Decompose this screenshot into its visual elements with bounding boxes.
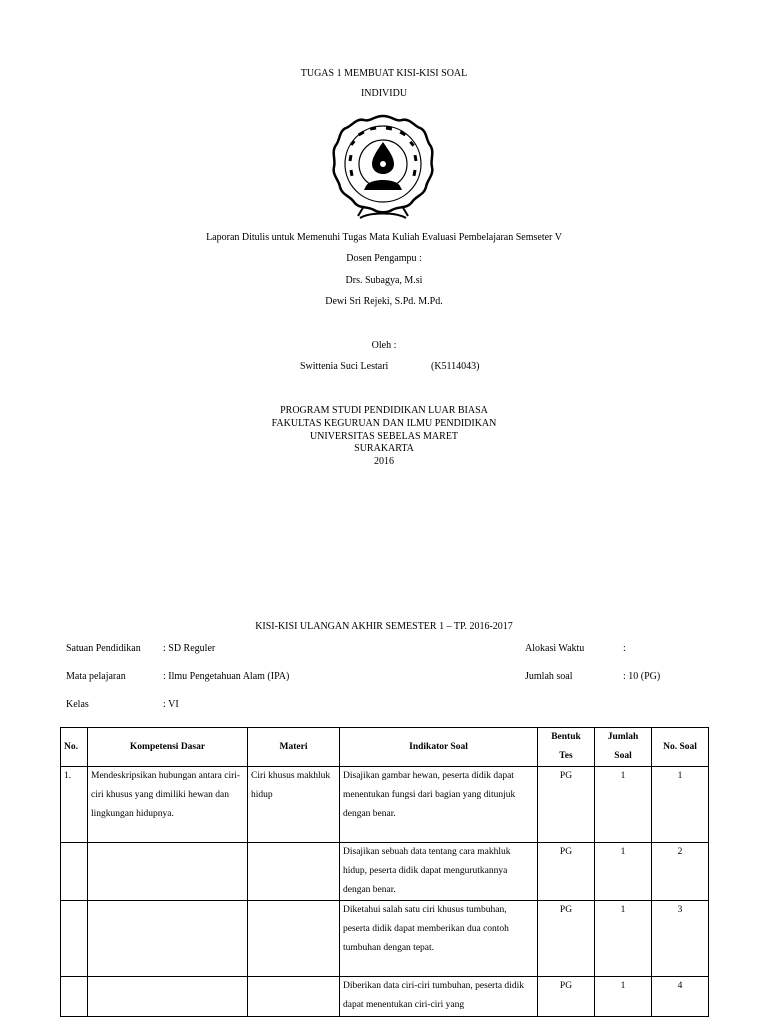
cell-no: [61, 977, 88, 1017]
cell-nosoal: 2: [652, 843, 709, 901]
mapel-label: Mata pelajaran: [66, 671, 126, 682]
kelas-label: Kelas: [66, 699, 89, 710]
cell-materi: [248, 901, 340, 977]
alokasi-label: Alokasi Waktu: [525, 643, 585, 654]
cell-indikator: Disajikan gambar hewan, peserta didik dapat menentukan fungsi dari bagian yang ditunjuk dengan benar.: [340, 767, 538, 843]
satuan-label: Satuan Pendidikan: [66, 643, 141, 654]
institution-university: UNIVERSITAS SEBELAS MARET: [309, 431, 459, 442]
cell-bentuk: PG: [538, 977, 595, 1017]
cell-nosoal: 3: [652, 901, 709, 977]
cell-jumlah: 1: [595, 767, 652, 843]
cell-indikator: Disajikan sebuah data tentang cara makhluk hidup, peserta didik dapat mengurutkannya dengan benar.: [340, 843, 538, 901]
cell-no: 1.: [61, 767, 88, 843]
mapel-value: : Ilmu Pengetahuan Alam (IPA): [163, 671, 290, 682]
header-nosoal: No. Soal: [652, 728, 709, 767]
dosen-2: Dewi Sri Rejeki, S.Pd. M.Pd.: [325, 296, 443, 307]
cover-title: TUGAS 1 MEMBUAT KISI-KISI SOAL: [300, 68, 468, 79]
cell-bentuk: PG: [538, 901, 595, 977]
header-materi: Materi: [248, 728, 340, 767]
institution-program: PROGRAM STUDI PENDIDIKAN LUAR BIASA: [280, 405, 488, 416]
cell-jumlah: 1: [595, 901, 652, 977]
jumlah-label: Jumlah soal: [525, 671, 573, 682]
institution-year: 2016: [374, 456, 394, 467]
kisi-table: [60, 727, 709, 1017]
alokasi-value: :: [623, 643, 626, 654]
cell-bentuk: PG: [538, 843, 595, 901]
report-line: Laporan Ditulis untuk Memenuhi Tugas Mata Kuliah Evaluasi Pembelajaran Semseter V: [206, 232, 562, 243]
cell-bentuk: PG: [538, 767, 595, 843]
cell-jumlah: 1: [595, 977, 652, 1017]
satuan-value: : SD Reguler: [163, 643, 216, 654]
header-indikator: Indikator Soal: [340, 728, 538, 767]
header-bentuk: Bentuk Tes: [538, 728, 595, 767]
author-name: Swittenia Suci Lestari: [300, 361, 389, 372]
cell-nosoal: 4: [652, 977, 709, 1017]
oleh-label: Oleh :: [371, 340, 397, 351]
cell-kd: Mendeskripsikan hubungan antara ciri-ciri khusus yang dimiliki hewan dan lingkungan hidupnya.: [88, 767, 248, 843]
table-row: [61, 767, 709, 843]
cover-subtitle: INDIVIDU: [360, 88, 408, 99]
cell-no: [61, 843, 88, 901]
cell-nosoal: 1: [652, 767, 709, 843]
jumlah-value: : 10 (PG): [623, 671, 661, 682]
cell-materi: [248, 977, 340, 1017]
cell-kd: [88, 843, 248, 901]
dosen-label: Dosen Pengampu :: [346, 253, 422, 264]
institution-city: SURAKARTA: [354, 443, 414, 454]
university-seal-icon: [330, 112, 436, 222]
dosen-1: Drs. Subagya, M.si: [345, 275, 423, 286]
cell-materi: [248, 843, 340, 901]
table-row: [61, 901, 709, 977]
kelas-value: : VI: [163, 699, 179, 710]
cell-jumlah: 1: [595, 843, 652, 901]
cell-materi: Ciri khusus makhluk hidup: [248, 767, 340, 843]
table-row: [61, 977, 709, 1017]
cell-kd: [88, 901, 248, 977]
kisi-title: KISI-KISI ULANGAN AKHIR SEMESTER 1 – TP. 2016-2017: [255, 621, 513, 632]
header-no: No.: [61, 728, 88, 767]
header-kd: Kompetensi Dasar: [88, 728, 248, 767]
table-header-row: [61, 728, 709, 767]
cell-indikator: Diberikan data ciri-ciri tumbuhan, peserta didik dapat menentukan ciri-ciri yang: [340, 977, 538, 1017]
institution-faculty: FAKULTAS KEGURUAN DAN ILMU PENDIDIKAN: [271, 418, 497, 429]
cell-indikator: Diketahui salah satu ciri khusus tumbuhan, peserta didik dapat memberikan dua contoh tumbuhan dengan tepat.: [340, 901, 538, 977]
cell-kd: [88, 977, 248, 1017]
header-jumlah: Jumlah Soal: [595, 728, 652, 767]
cell-no: [61, 901, 88, 977]
author-nim: (K5114043): [431, 361, 480, 372]
table-row: [61, 843, 709, 901]
